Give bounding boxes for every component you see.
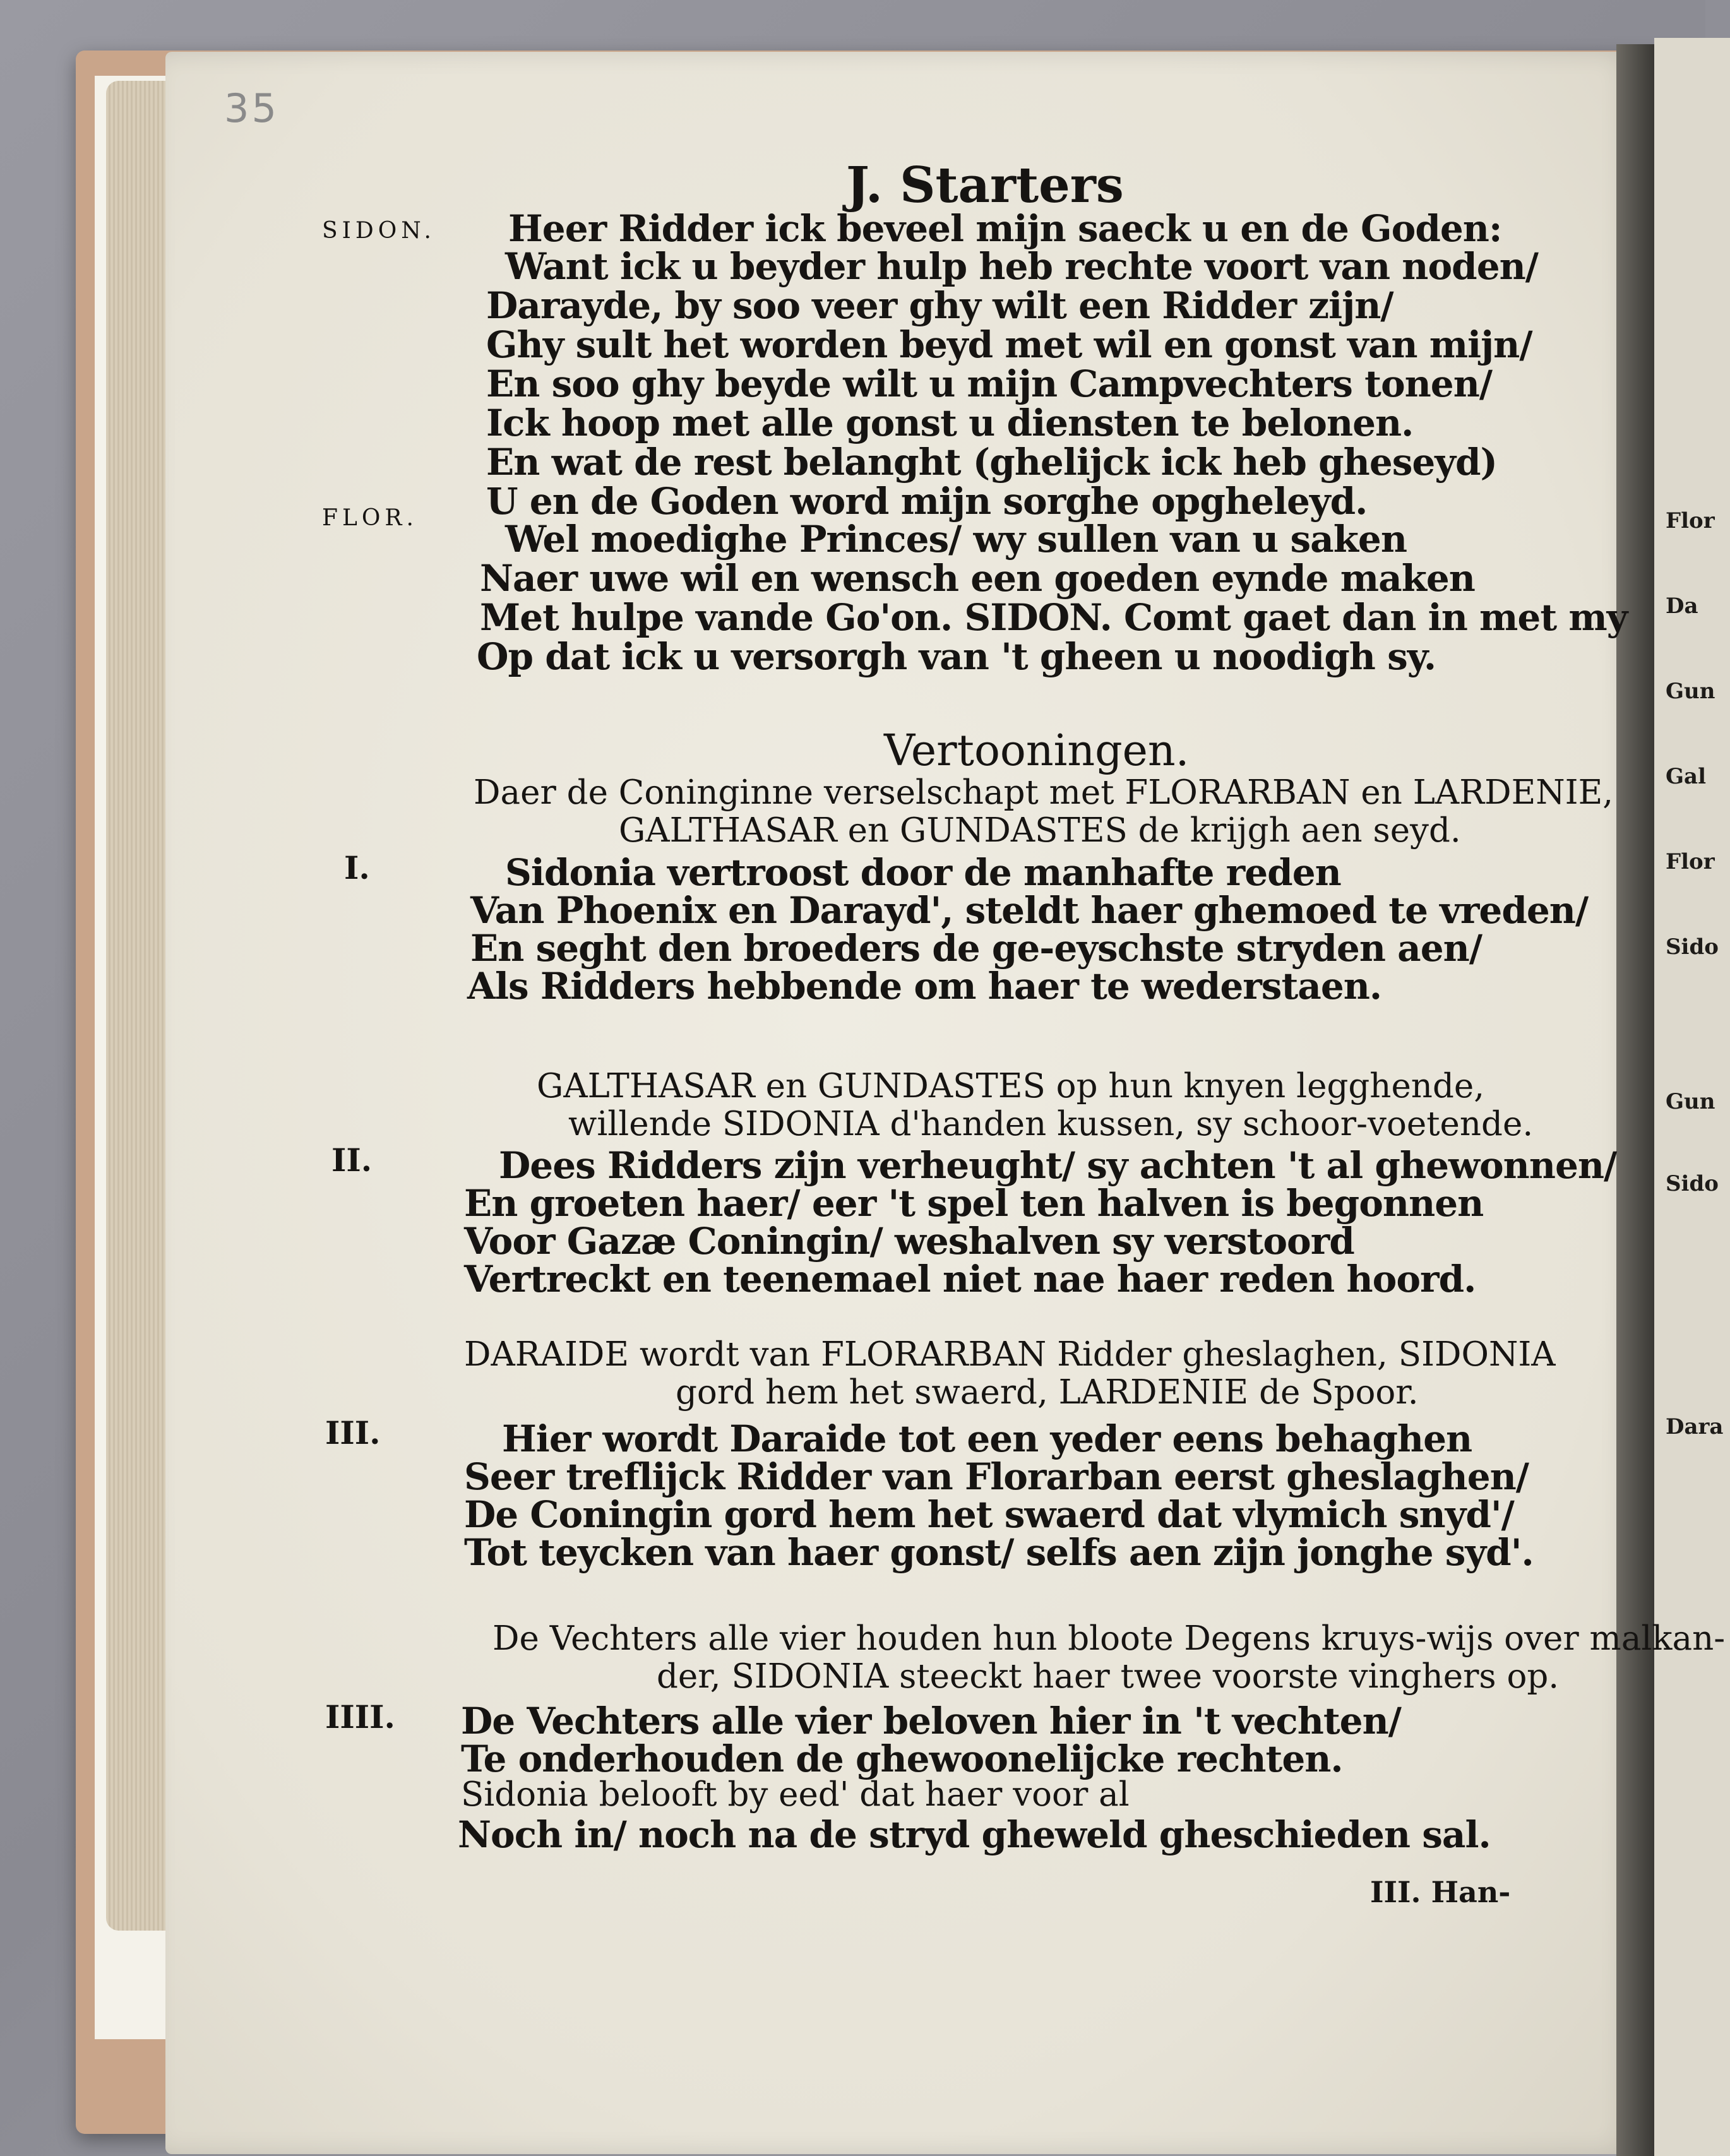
verse-line: U en de Goden word mijn sorghe opgheleyd. — [486, 480, 1368, 523]
stage-direction: DARAIDE wordt van FLORARBAN Ridder gheslaghen, SIDONIA — [464, 1335, 1556, 1374]
stage-direction: De Vechters alle vier houden hun bloote Degens kruys-wijs over malkan- — [492, 1619, 1726, 1658]
verse-line: Noch in/ noch na de stryd gheweld gheschieden sal. — [458, 1813, 1491, 1856]
verse-line: En soo ghy beyde wilt u mijn Campvechters tonen/ — [486, 362, 1493, 405]
facing-page-fragment: Flor — [1666, 849, 1715, 874]
verse-line: Seer treflijck Ridder van Florarban eerst gheslaghen/ — [464, 1455, 1529, 1498]
verse-line: En groeten haer/ eer 't spel ten halven is begonnen — [464, 1182, 1484, 1225]
verse-line: Want ick u beyder hulp heb rechte voort van noden/ — [505, 245, 1538, 288]
facing-page-fragment: Gun — [1666, 679, 1715, 704]
verse-line: Sidonia vertroost door de manhafte reden — [505, 851, 1341, 894]
stage-direction: willende SIDONIA d'handen kussen, sy schoor-voetende. — [568, 1105, 1534, 1143]
stage-direction: GALTHASAR en GUNDASTES op hun knyen legghende, — [537, 1067, 1485, 1105]
verse-line: Te onderhouden de ghewoonelijcke rechten. — [461, 1737, 1343, 1780]
stage-direction: gord hem het swaerd, LARDENIE de Spoor. — [676, 1373, 1419, 1412]
verse-line: Sidonia belooft by eed' dat haer voor al — [461, 1775, 1130, 1814]
facing-page-fragment: Gun — [1666, 1089, 1715, 1114]
speaker-label: FLOR. — [322, 505, 418, 531]
verse-line: En seght den broeders de ge-eyschste stryden aen/ — [470, 927, 1482, 970]
tableau-number: II. — [331, 1141, 373, 1179]
verse-line: Ghy sult het worden beyd met wil en gonst van mijn/ — [486, 323, 1532, 366]
facing-page — [1654, 38, 1730, 2156]
section-heading: Vertooningen. — [884, 726, 1190, 776]
verse-line: Heer Ridder ick beveel mijn saeck u en de Goden: — [508, 207, 1502, 250]
facing-page-fragment: Sido — [1666, 1171, 1719, 1196]
pencil-folio-number: 35 — [224, 85, 279, 131]
catchword: III. Han- — [1370, 1875, 1511, 1909]
facing-page-fragment: Flor — [1666, 508, 1715, 533]
verse-line: Ick hoop met alle gonst u diensten te belonen. — [486, 402, 1414, 444]
stage-direction: der, SIDONIA steeckt haer twee voorste vinghers op. — [657, 1657, 1560, 1696]
verse-line: Als Ridders hebbende om haer te wederstaen. — [467, 965, 1382, 1008]
facing-page-fragment: Sido — [1666, 934, 1719, 960]
verse-line: De Vechters alle vier beloven hier in 't vechten/ — [461, 1700, 1401, 1742]
tableau-number: I. — [344, 849, 370, 886]
verse-line: Hier wordt Daraide tot een yeder eens behaghen — [502, 1417, 1472, 1460]
verse-line: Van Phoenix en Darayd', steldt haer ghemoed te vreden/ — [470, 889, 1589, 932]
verse-line: Vertreckt en teenemael niet nae haer reden hoord. — [464, 1258, 1476, 1301]
verse-line: Met hulpe vande Go'on. SIDON. Comt gaet dan in met my — [480, 596, 1628, 639]
facing-page-fragment: Gal — [1666, 764, 1706, 789]
verse-line: Tot teycken van haer gonst/ selfs aen zijn jonghe syd'. — [464, 1531, 1534, 1574]
verse-line: Naer uwe wil en wensch een goeden eynde maken — [480, 557, 1475, 600]
speaker-label: SIDON. — [322, 218, 436, 244]
tableau-number: IIII. — [325, 1698, 395, 1736]
stage-direction: Daer de Coninginne verselschapt met FLORARBAN en LARDENIE, — [474, 773, 1614, 812]
running-head: J. Starters — [846, 157, 1124, 214]
verse-line: Voor Gazæ Coningin/ weshalven sy verstoord — [464, 1220, 1354, 1263]
tableau-number: III. — [325, 1414, 381, 1451]
verse-line: De Coningin gord hem het swaerd dat vlymich snyd'/ — [464, 1493, 1514, 1536]
verse-line: Wel moedighe Princes/ wy sullen van u saken — [505, 518, 1407, 561]
verse-line: Dees Ridders zijn verheught/ sy achten 't al ghewonnen/ — [499, 1144, 1617, 1187]
facing-page-fragment: Dara — [1666, 1414, 1724, 1439]
verse-line: En wat de rest belanght (ghelijck ick heb gheseyd) — [486, 441, 1497, 484]
verse-line: Op dat ick u versorgh van 't gheen u noodigh sy. — [477, 635, 1436, 678]
stage-direction: GALTHASAR en GUNDASTES de krijgh aen seyd. — [619, 811, 1461, 850]
facing-page-fragment: Da — [1666, 593, 1698, 619]
verse-line: Darayde, by soo veer ghy wilt een Ridder zijn/ — [486, 284, 1393, 327]
